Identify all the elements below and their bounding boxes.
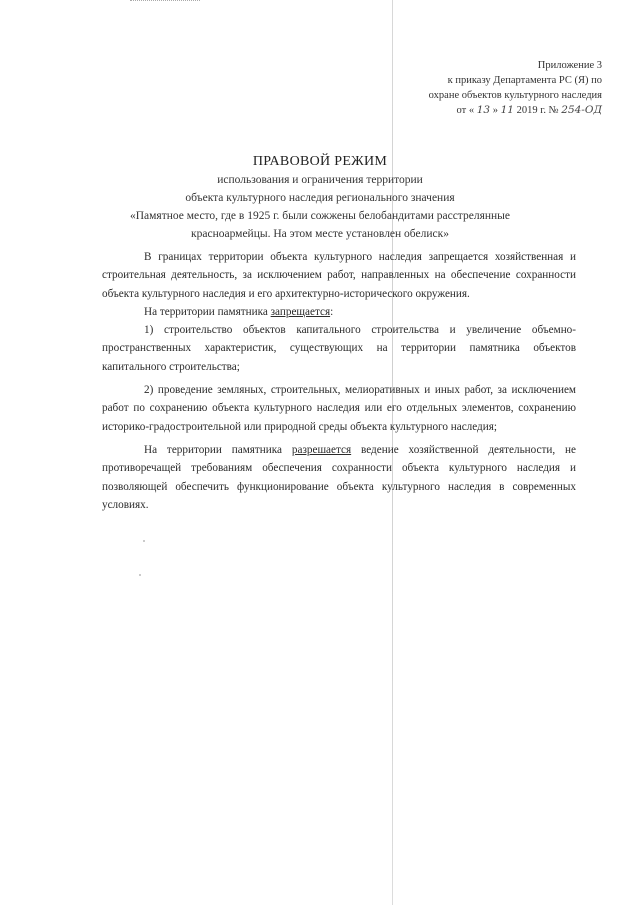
paragraph-5 (102, 441, 576, 514)
appendix-date-line (362, 103, 602, 118)
scan-speck (143, 540, 145, 542)
document-body (102, 248, 576, 514)
paragraph-3: 1) строительство объектов капитального строительства и увеличение объемно- пространственных характеристик, существующих на территории памятника объектов капитального строительства; (102, 324, 576, 373)
paragraph-5-tail: ведение хозяйственной деятельности, не противоречащей требованиям обеспечения сохранности объекта культурного наследия и позволяющей обеспечить функционирование объекта культурного наследия в современных условиях. (102, 443, 576, 511)
scan-top-marks (130, 0, 200, 7)
appendix-line-3: охране объектов культурного наследия (428, 90, 602, 101)
paragraph-5-lead: На территории памятника (144, 443, 292, 456)
date-day: 13 (476, 104, 491, 116)
title-line-3: объекта культурного наследия регионального значения (185, 192, 455, 204)
scan-speck (139, 574, 141, 576)
date-mid: » (492, 105, 498, 116)
date-prefix: от « (456, 105, 475, 116)
date-year: 2019 г. № (516, 105, 559, 116)
paragraph-4: 2) проведение земляных, строительных, мелиоративных и иных работ, за исключением работ по сохранению объекта культурного наследия или его отдельных элементов, сохранению историко-градостроительной или природной среды объекта культурного наследия; (102, 384, 576, 433)
paragraph-1: В границах территории объекта культурного наследия запрещается хозяйственная и строительная деятельность, за исключением работ, направленных на обеспечение сохранности объекта культурного наследия и его архитектурно-исторического окружения. (102, 251, 576, 300)
paragraph-2 (102, 303, 576, 321)
paragraph-2-tail: : (330, 305, 334, 318)
title-block (100, 152, 540, 243)
title-line-5: красноармейцы. На этом месте установлен обелиск» (191, 228, 449, 240)
appendix-line-2: к приказу Департамента РС (Я) по (447, 75, 602, 86)
prohibited-word: запрещается (270, 305, 331, 318)
permitted-word: разрешается (291, 443, 352, 456)
appendix-header (362, 58, 602, 118)
date-month: 11 (500, 104, 514, 116)
document-title: ПРАВОВОЙ РЕЖИМ (252, 154, 388, 169)
title-line-2: использования и ограничения территории (217, 174, 423, 186)
paragraph-2-lead: На территории памятника (144, 305, 271, 318)
title-line-4: «Памятное место, где в 1925 г. были сожжены белобандитами расстрелянные (130, 210, 510, 222)
appendix-line-1: Приложение 3 (537, 60, 602, 71)
order-number: 254-ОД (561, 104, 602, 116)
